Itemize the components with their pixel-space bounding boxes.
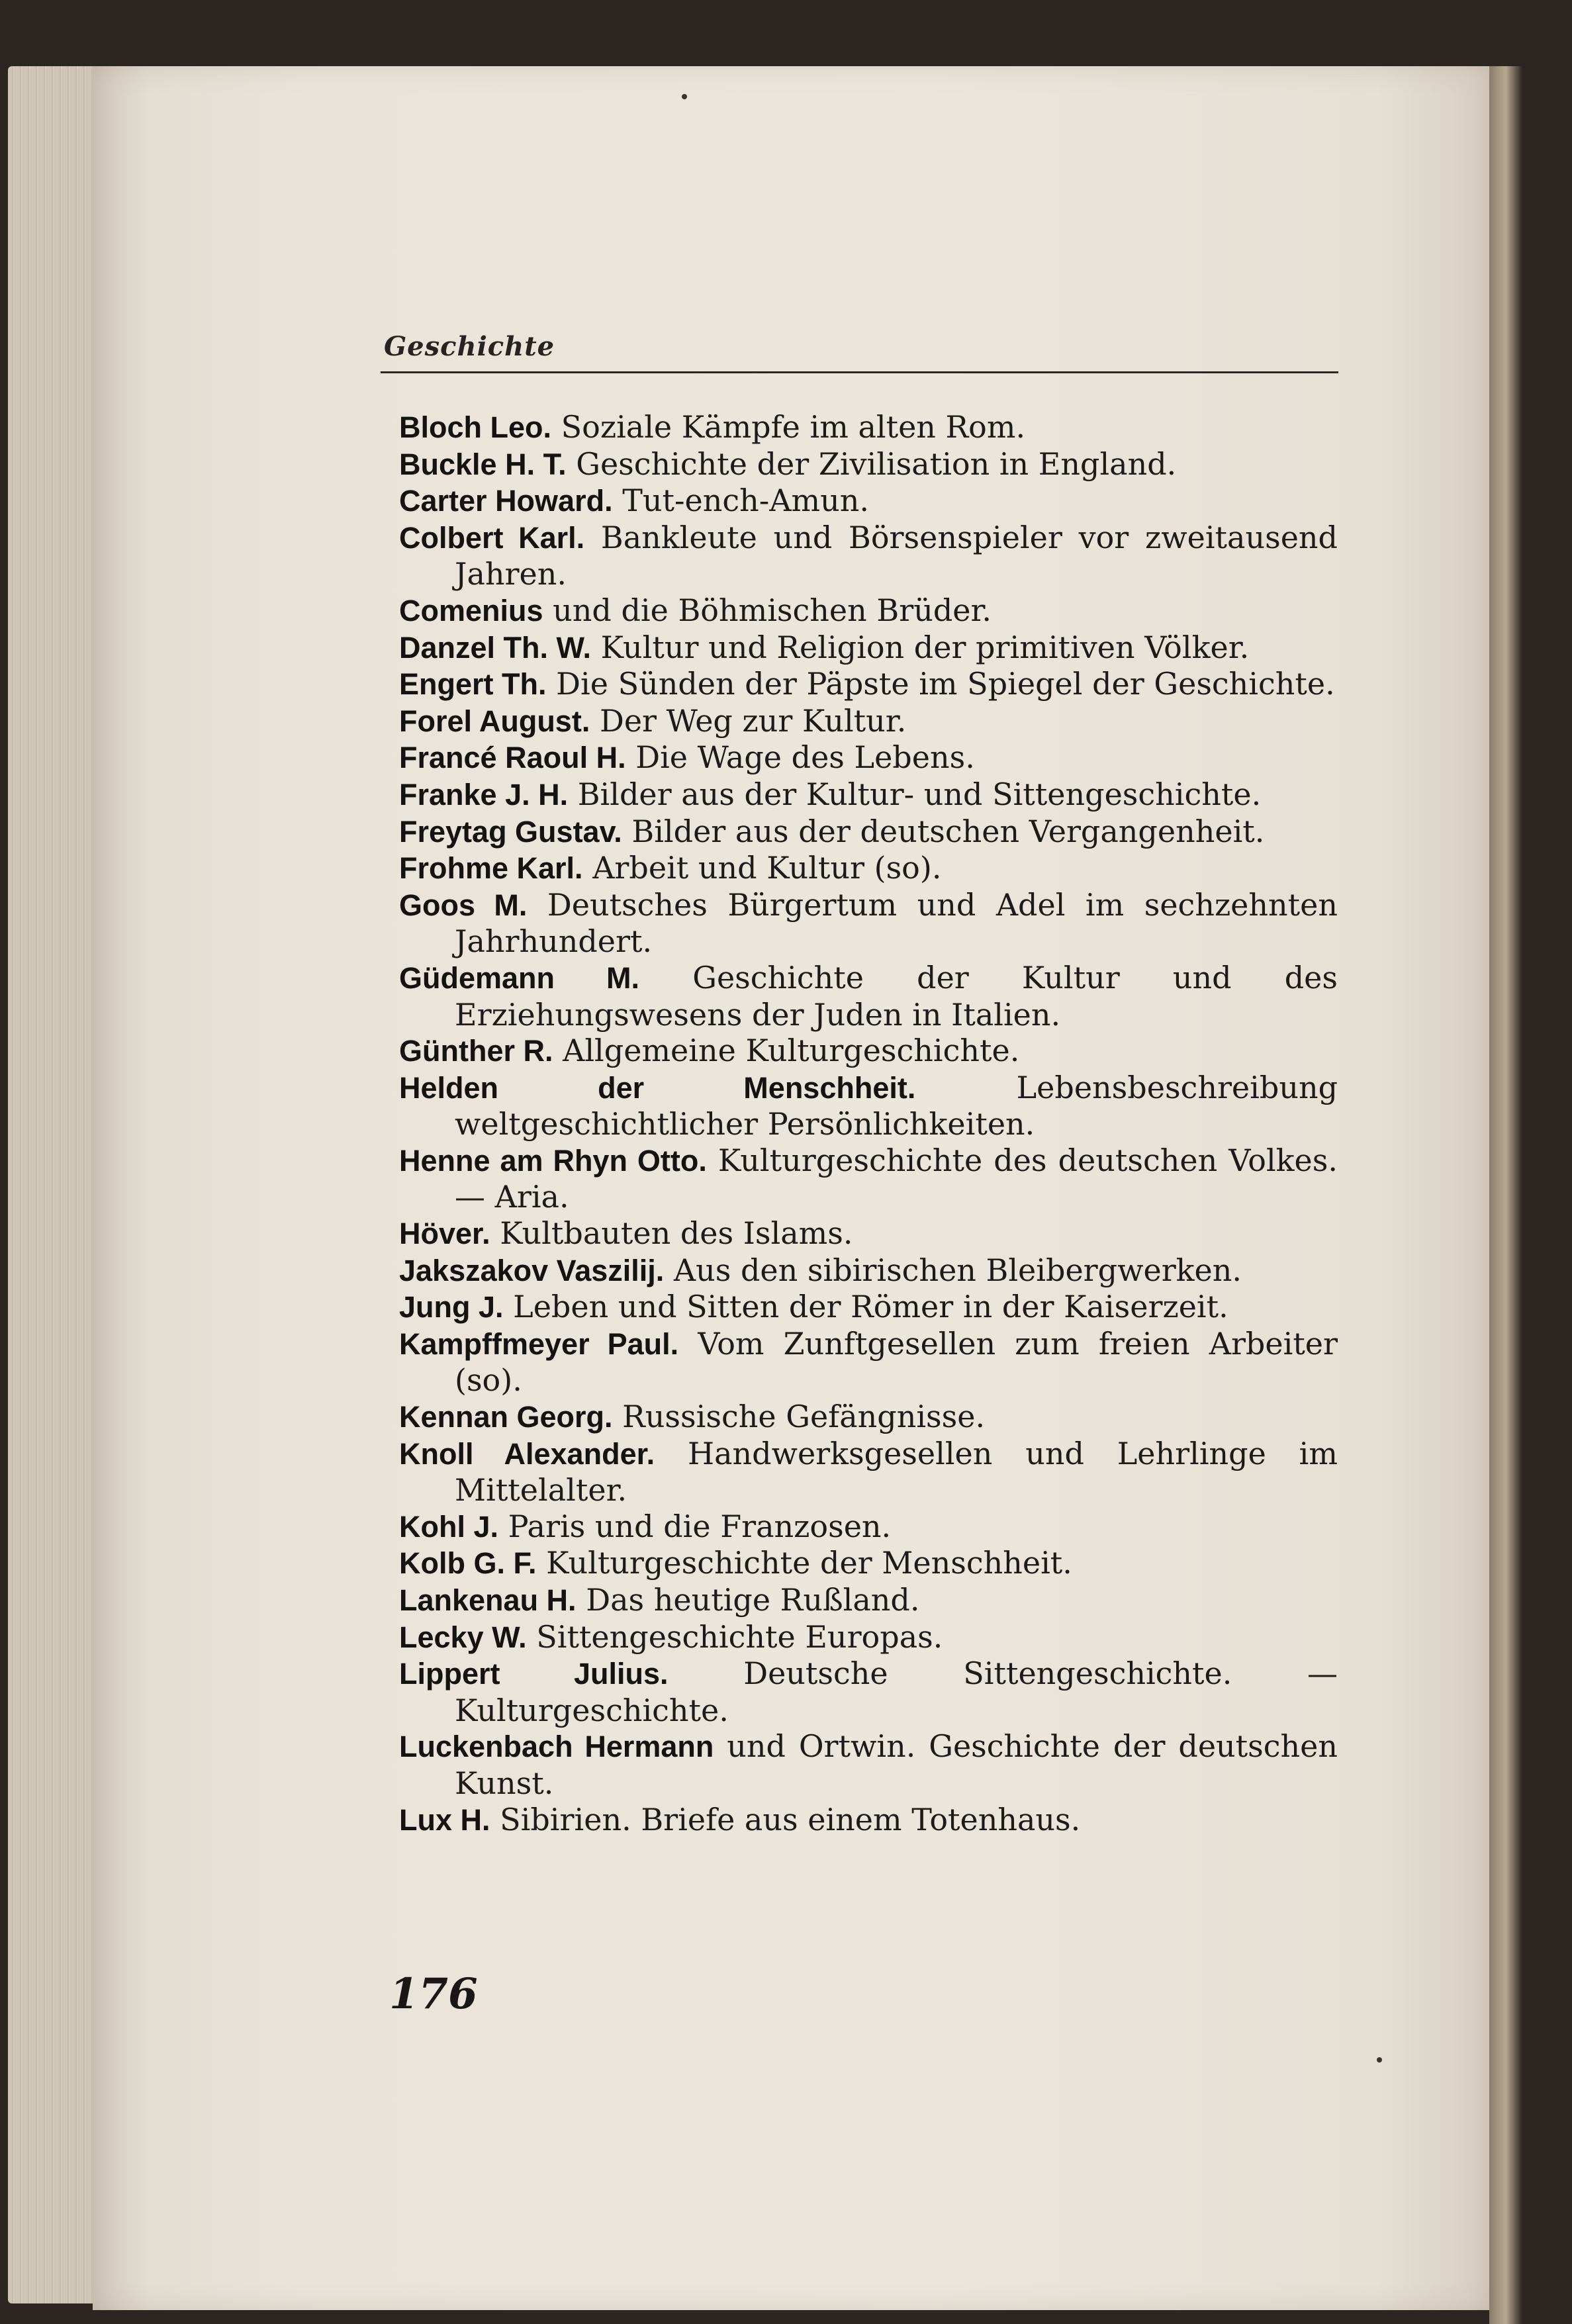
entry-title: Bilder aus der deutschen Vergangenheit. bbox=[631, 813, 1265, 849]
bibliography-entry bbox=[399, 703, 1338, 740]
entry-author: Danzel Th. W. bbox=[399, 630, 592, 665]
entry-title: Vom Zunftgesellen zum freien Arbeiter (so). bbox=[455, 1325, 1338, 1399]
entry-author: Bloch Leo. bbox=[399, 410, 552, 444]
entry-author: Henne am Rhyn Otto. bbox=[399, 1143, 707, 1178]
entry-author: Höver. bbox=[399, 1217, 490, 1251]
bibliography-entry bbox=[399, 1070, 1338, 1142]
page-number: 176 bbox=[389, 1969, 478, 2019]
bibliography-entry bbox=[399, 666, 1338, 703]
bibliography-entry bbox=[399, 1655, 1338, 1728]
bibliography-entry bbox=[399, 446, 1338, 483]
entry-title: Deutsches Bürgertum und Adel im sechzehnten Jahrhundert. bbox=[455, 886, 1338, 960]
bibliography-entry bbox=[399, 813, 1338, 851]
bibliography-entry bbox=[399, 1436, 1338, 1509]
entry-title: Das heutige Rußland. bbox=[586, 1582, 920, 1618]
print-speck bbox=[682, 94, 687, 99]
entry-title: Kultur und Religion der primitiven Völker. bbox=[600, 629, 1250, 665]
bibliography-entry bbox=[399, 1399, 1338, 1436]
entry-author: Engert Th. bbox=[399, 667, 547, 702]
bibliography-entry bbox=[399, 850, 1338, 887]
entry-title: Paris und die Franzosen. bbox=[508, 1508, 892, 1544]
entry-author: Freytag Gustav. bbox=[399, 814, 622, 849]
entry-author: Colbert Karl. bbox=[399, 520, 585, 555]
entry-title: Aus den sibirischen Bleibergwerken. bbox=[673, 1252, 1242, 1288]
bibliography-entry bbox=[399, 1289, 1338, 1326]
entry-author: Buckle H. T. bbox=[399, 447, 567, 481]
bibliography-entry bbox=[399, 739, 1338, 776]
entry-title: Allgemeine Kulturgeschichte. bbox=[563, 1033, 1020, 1069]
entry-author: Jung J. bbox=[399, 1290, 504, 1325]
entry-author: Franke J. H. bbox=[399, 777, 569, 812]
bibliography-entry bbox=[399, 776, 1338, 813]
entry-author: Günther R. bbox=[399, 1034, 553, 1068]
entry-title: Kulturgeschichte des deutschen Volkes. — Aria. bbox=[455, 1142, 1338, 1215]
bibliography-entry bbox=[399, 1509, 1338, 1546]
entry-author: Lippert Julius. bbox=[399, 1657, 669, 1691]
entry-author: Kampffmeyer Paul. bbox=[399, 1326, 679, 1361]
entry-title: Geschichte der Zivilisation in England. bbox=[576, 445, 1177, 482]
entry-title: Leben und Sitten der Römer in der Kaiserzeit. bbox=[513, 1289, 1228, 1325]
entry-title: Bilder aus der Kultur- und Sittengeschichte. bbox=[577, 776, 1262, 812]
bibliography-list bbox=[399, 409, 1338, 1838]
bibliography-entry bbox=[399, 1802, 1338, 1839]
bibliography-entry bbox=[399, 887, 1338, 960]
entry-title: Kulturgeschichte der Menschheit. bbox=[546, 1545, 1072, 1581]
entry-author: Comenius bbox=[399, 593, 543, 627]
header-rule bbox=[381, 371, 1338, 373]
bibliography-entry bbox=[399, 1545, 1338, 1582]
entry-title: Lebensbeschreibung weltgeschichtlicher Persönlichkeiten. bbox=[455, 1069, 1338, 1142]
entry-author: Güdemann M. bbox=[399, 960, 640, 995]
entry-author: Lankenau H. bbox=[399, 1583, 577, 1617]
entry-author: Kennan Georg. bbox=[399, 1400, 613, 1434]
entry-author: Kolb G. F. bbox=[399, 1546, 537, 1581]
entry-title: und die Böhmischen Brüder. bbox=[553, 592, 992, 628]
entry-author: Frohme Karl. bbox=[399, 851, 583, 886]
entry-title: Handwerksgesellen und Lehrlinge im Mittelalter. bbox=[455, 1435, 1338, 1509]
entry-author: Jakszakov Vaszilij. bbox=[399, 1253, 665, 1287]
entry-author: Luckenbach Hermann bbox=[399, 1730, 714, 1764]
entry-title: Sibirien. Briefe aus einem Totenhaus. bbox=[500, 1801, 1081, 1837]
bibliography-entry bbox=[399, 1252, 1338, 1289]
entry-title: Geschichte der Kultur und des Erziehungswesens der Juden in Italien. bbox=[455, 959, 1338, 1033]
bibliography-entry bbox=[399, 1582, 1338, 1619]
entry-author: Francé Raoul H. bbox=[399, 741, 626, 775]
entry-title: Russische Gefängnisse. bbox=[622, 1399, 986, 1435]
bibliography-entry bbox=[399, 592, 1338, 629]
entry-title: Sittengeschichte Europas. bbox=[536, 1618, 943, 1655]
entry-title: Bankleute und Börsenspieler vor zweitausend Jahren. bbox=[455, 519, 1338, 592]
entry-title: und Ortwin. Geschichte der deutschen Kunst. bbox=[455, 1728, 1338, 1801]
entry-title: Deutsche Sittengeschichte. — Kulturgeschichte. bbox=[455, 1655, 1338, 1728]
entry-author: Carter Howard. bbox=[399, 484, 613, 518]
bibliography-entry bbox=[399, 1142, 1338, 1215]
running-head: Geschichte bbox=[384, 331, 555, 362]
entry-title: Arbeit und Kultur (so). bbox=[592, 850, 942, 886]
entry-title: Der Weg zur Kultur. bbox=[599, 702, 907, 739]
entry-author: Lecky W. bbox=[399, 1620, 527, 1654]
print-speck bbox=[1377, 2057, 1382, 2063]
entry-title: Die Wage des Lebens. bbox=[635, 739, 975, 776]
entry-title: Kultbauten des Islams. bbox=[500, 1215, 853, 1252]
entry-author: Kohl J. bbox=[399, 1509, 499, 1544]
entry-title: Die Sünden der Päpste im Spiegel der Geschichte. bbox=[556, 666, 1335, 702]
entry-author: Goos M. bbox=[399, 888, 528, 922]
bibliography-entry bbox=[399, 409, 1338, 446]
entry-author: Knoll Alexander. bbox=[399, 1436, 655, 1471]
bibliography-entry bbox=[399, 1033, 1338, 1070]
bibliography-entry bbox=[399, 520, 1338, 592]
bibliography-entry bbox=[399, 1728, 1338, 1801]
entry-author: Helden der Menschheit. bbox=[399, 1070, 916, 1105]
bibliography-entry bbox=[399, 629, 1338, 667]
entry-title: Tut-ench-Amun. bbox=[622, 483, 870, 519]
entry-author: Forel August. bbox=[399, 704, 590, 738]
entry-author: Lux H. bbox=[399, 1802, 490, 1837]
bibliography-entry bbox=[399, 1619, 1338, 1656]
bibliography-entry bbox=[399, 1215, 1338, 1252]
entry-title: Soziale Kämpfe im alten Rom. bbox=[561, 409, 1026, 445]
bibliography-entry bbox=[399, 1326, 1338, 1399]
bibliography-entry bbox=[399, 483, 1338, 520]
facing-page-edge bbox=[1489, 66, 1572, 2324]
bibliography-entry bbox=[399, 960, 1338, 1033]
